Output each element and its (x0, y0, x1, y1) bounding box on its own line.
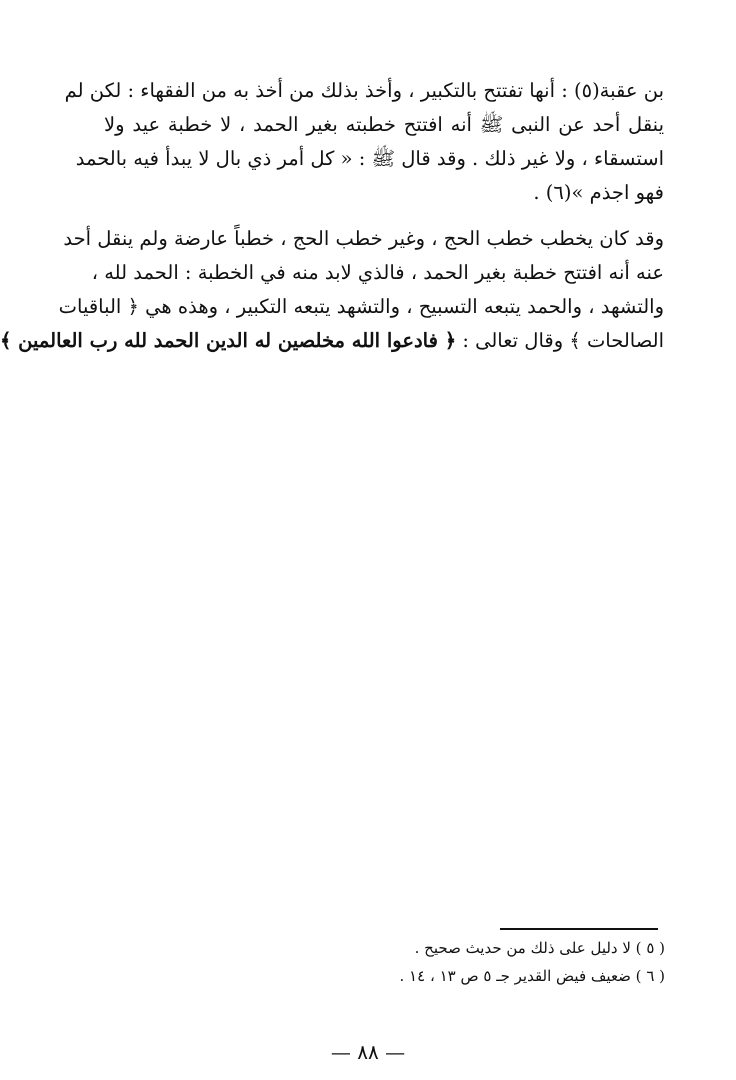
quran-verse: ﴿ فادعوا الله مخلصين له الدين الحمد لله رب العالمين ﴾ (0, 329, 457, 352)
paragraph-1 (64, 74, 664, 210)
text-line: استسقاء ، ولا غير ذلك . وقد قال ﷺ : « كل أمر ذي بال لا يبدأ فيه بالحمد (75, 147, 664, 170)
main-text (0, 74, 664, 358)
footnote-divider (500, 928, 658, 930)
paragraph-2 (0, 222, 664, 358)
text-line: والتشهد ، والحمد يتبعه التسبيح ، والتشهد يتبعه التكبير ، وهذه هي ﴿ الباقيات (58, 295, 664, 318)
verse-intro: الصالحات ﴾ وقال تعالى : (456, 329, 664, 352)
text-line: عنه أنه افتتح خطبة بغير الحمد ، فالذي لابد منه في الخطبة : الحمد لله ، (91, 261, 664, 284)
text-line: بن عقبة(٥) : أنها تفتتح بالتكبير ، وأخذ بذلك من أخذ به من الفقهاء : لكن لم (64, 79, 664, 102)
text-line: فهو اجذم »(٦) . (533, 181, 664, 204)
footnote-6: ( ٦ ) ضعيف فيض القدير جـ ٥ ص ١٣ ، ١٤ . (399, 967, 665, 985)
footnotes (300, 934, 665, 990)
text-line-with-verse (0, 324, 664, 358)
page-number: — ٨٨ — (330, 1040, 406, 1064)
text-line: وقد كان يخطب خطب الحج ، وغير خطب الحج ، خطباً عارضة ولم ينقل أحد (63, 227, 664, 250)
footnote-5: ( ٥ ) لا دليل على ذلك من حديث صحيح . (414, 939, 665, 957)
text-line: ينقل أحد عن النبى ﷺ أنه افتتح خطبته بغير الحمد ، لا خطبة عيد ولا (104, 113, 664, 136)
